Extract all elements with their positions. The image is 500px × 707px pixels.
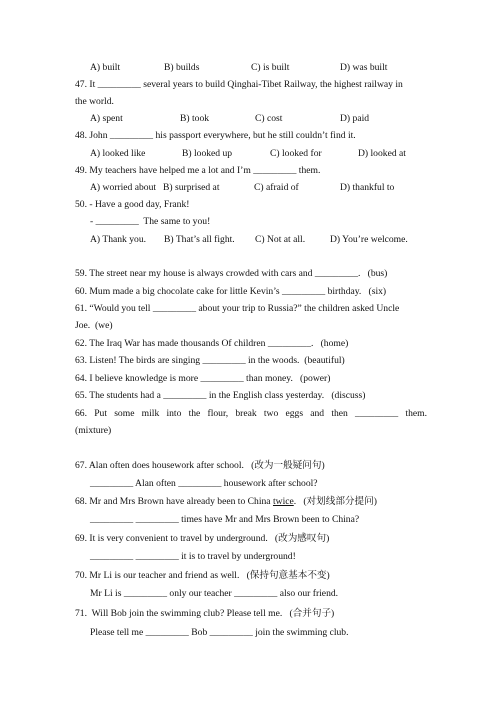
q68-text-post: . (对划线部分提问) <box>293 496 377 507</box>
q71-answer-line: Please tell me _________ Bob _________ join the swimming club. <box>90 627 349 638</box>
q46-option-d: D) was built <box>340 62 388 73</box>
q59-line: 59. The street near my house is always crowded with cars and _________. (bus) <box>75 268 388 279</box>
q47-option-a: A) spent <box>90 113 123 124</box>
q50-option-c: C) Not at all. <box>255 234 306 245</box>
q47-stem: 47. It _________ several years to build Qinghai-Tibet Railway, the highest railway in <box>75 79 403 90</box>
q67-line: 67. Alan often does housework after school. (改为一般疑问句) <box>75 460 325 471</box>
q68-line <box>75 496 427 508</box>
q46-option-c: C) is built <box>251 62 290 73</box>
q47-option-d: D) paid <box>340 113 370 124</box>
q69-line: 69. It is very convenient to travel by underground. (改为感叹句) <box>75 533 330 544</box>
q48-option-a: A) looked like <box>90 148 146 159</box>
q50-option-d: D) You’re welcome. <box>330 234 408 245</box>
q50-option-b: B) That’s all fight. <box>164 234 235 245</box>
q49-option-c: C) afraid of <box>254 182 299 193</box>
q48-option-c: C) looked for <box>270 148 322 159</box>
q68-text-pre: 68. Mr and Mrs Brown have already been to China <box>75 496 273 507</box>
q70-line: 70. Mr Li is our teacher and friend as well. (保持句意基本不变) <box>75 570 330 581</box>
q48-option-d: D) looked at <box>358 148 406 159</box>
q47-option-b: B) took <box>180 113 210 124</box>
q50-stem: 50. - Have a good day, Frank! <box>75 199 190 210</box>
q49-option-d: D) thankful to <box>340 182 395 193</box>
q48-option-b: B) looked up <box>182 148 233 159</box>
q71-line: 71. Will Bob join the swimming club? Please tell me. (合并句子) <box>75 608 335 619</box>
q47-stem-cont: the world. <box>75 96 114 107</box>
q48-stem: 48. John _________ his passport everywhere, but he still couldn’t find it. <box>75 130 356 141</box>
q62-line: 62. The Iraq War has made thousands Of children _________. (home) <box>75 338 349 349</box>
q65-line: 65. The students had a _________ in the English class yesterday. (discuss) <box>75 390 366 401</box>
q67-answer-line: _________ Alan often _________ housework after school? <box>90 478 318 489</box>
q68-answer-line: _________ _________ times have Mr and Mrs Brown been to China? <box>90 514 360 525</box>
q63-line: 63. Listen! The birds are singing _________ in the woods. (beautiful) <box>75 355 345 366</box>
q47-option-c: C) cost <box>255 113 283 124</box>
q49-option-a: A) worried about <box>90 182 157 193</box>
q66-line: 66. Put some milk into the flour, break two eggs and then _________ them. <box>75 408 427 419</box>
q46-option-b: B) builds <box>164 62 200 73</box>
q50-option-a: A) Thank you. <box>90 234 147 245</box>
q68-underlined-word: twice <box>272 496 294 507</box>
q46-option-a: A) built <box>90 62 121 73</box>
q66-line-cont: (mixture) <box>75 425 112 436</box>
q69-answer-line: _________ _________ it is to travel by underground! <box>90 551 296 562</box>
q60-line: 60. Mum made a big chocolate cake for little Kevin’s _________ birthday. (six) <box>75 286 387 297</box>
q61-line: 61. “Would you tell _________ about your trip to Russia?” the children asked Uncle <box>75 303 400 314</box>
q49-option-b: B) surprised at <box>163 182 220 193</box>
q64-line: 64. I believe knowledge is more _________ than money. (power) <box>75 373 331 384</box>
q70-answer-line: Mr Li is _________ only our teacher _________ also our friend. <box>90 588 339 599</box>
q50-reply: - _________ The same to you! <box>90 216 211 227</box>
q61-line-cont: Joe. (we) <box>75 320 113 331</box>
q49-stem: 49. My teachers have helped me a lot and I’m _________ them. <box>75 165 321 176</box>
